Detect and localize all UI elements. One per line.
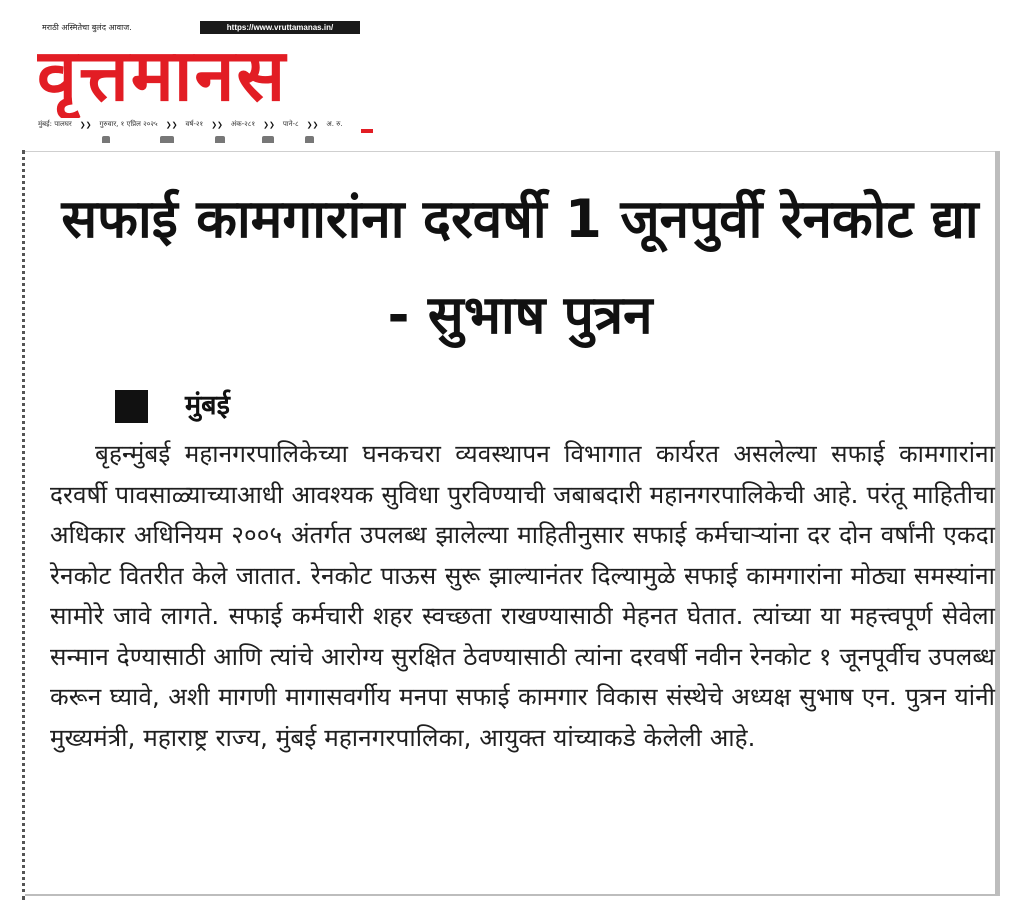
article-body: बृहन्मुंबई महानगरपालिकेच्या घनकचरा व्यवस्थापन विभागात कार्यरत असलेल्या सफाई कामगारांना दरवर्षी पावसाळ्याच्याआधी आवश्यक सुविधा पुरविण्याची जबाबदारी महानगरपालिकेची आहे. परंतू माहितीचा अधिकार अधिनियम २००५ अंतर्गत उपलब्ध झालेल्या माहितीनुसार सफाई कर्मचाऱ्यांना दर दोन वर्षांनी एकदा रेनकोट वितरीत केले जातात. रेनकोट पाऊस सुरू झाल्यानंतर दिल्यामुळे सफाई कामगारांना मोठ्या समस्यांना सामोरे जावे लागते. सफाई कर्मचारी शहर स्वच्छता राखण्यासाठी मेहनत घेतात. त्यांच्या या महत्त्वपूर्ण सेवेला सन्मान देण्यासाठी आणि त्यांचे आरोग्य सुरक्षित ठेवण्यासाठी त्यांना दरवर्षी नवीन रेनकोट १ जूनपूर्वीच उपलब्ध करून घ्यावे, अशी मागणी मागासवर्गीय मनपा सफाई कामगार विकास संस्थेचे अध्यक्ष सुभाष एन. पुत्रन यांनी मुख्यमंत्री, महाराष्ट्र राज्य, मुंबई महानगरपालिका, आयुक्त यांच्याकडे केलेली आहे. — [50, 439, 995, 752]
newspaper-masthead — [0, 0, 1024, 150]
issue-edition: मुंबई: पालघर — [38, 120, 72, 128]
article-headline: सफाई कामगारांना दरवर्षी 1 जूनपुर्वी रेनकोट द्या - सुभाष पुत्रन — [61, 189, 979, 346]
cropped-text-row — [40, 133, 380, 143]
article-dateline: मुंबई — [185, 390, 230, 421]
issue-price: अ. रु. — [326, 120, 343, 128]
issue-info-strip — [38, 119, 374, 130]
masthead-url: https://www.vruttamanas.in/ — [200, 21, 360, 34]
clipping-right-border — [995, 151, 1000, 896]
issue-number: अंक-२८१ — [230, 120, 256, 128]
separator-icon: ❯❯ — [165, 120, 178, 129]
issue-pages: पाने-८ — [282, 120, 299, 128]
newspaper-logo — [37, 32, 363, 118]
clipping-bottom-border — [25, 894, 1000, 896]
separator-icon: ❯❯ — [211, 120, 223, 129]
dateline-bullet-icon — [115, 390, 148, 423]
issue-year: वर्ष-२१ — [185, 120, 204, 128]
logo-text: वृत्तमानस — [37, 33, 288, 117]
clipping-dotted-border — [22, 150, 25, 900]
issue-date: गुरुवार, १ एप्रिल २०२५ — [99, 120, 158, 128]
separator-icon: ❯❯ — [306, 120, 319, 129]
separator-icon: ❯❯ — [263, 120, 275, 129]
separator-icon: ❯❯ — [79, 120, 92, 129]
clipping-top-border — [25, 151, 995, 152]
masthead-tagline: मराठी अस्मितेचा बुलंद आवाज. — [42, 23, 132, 32]
